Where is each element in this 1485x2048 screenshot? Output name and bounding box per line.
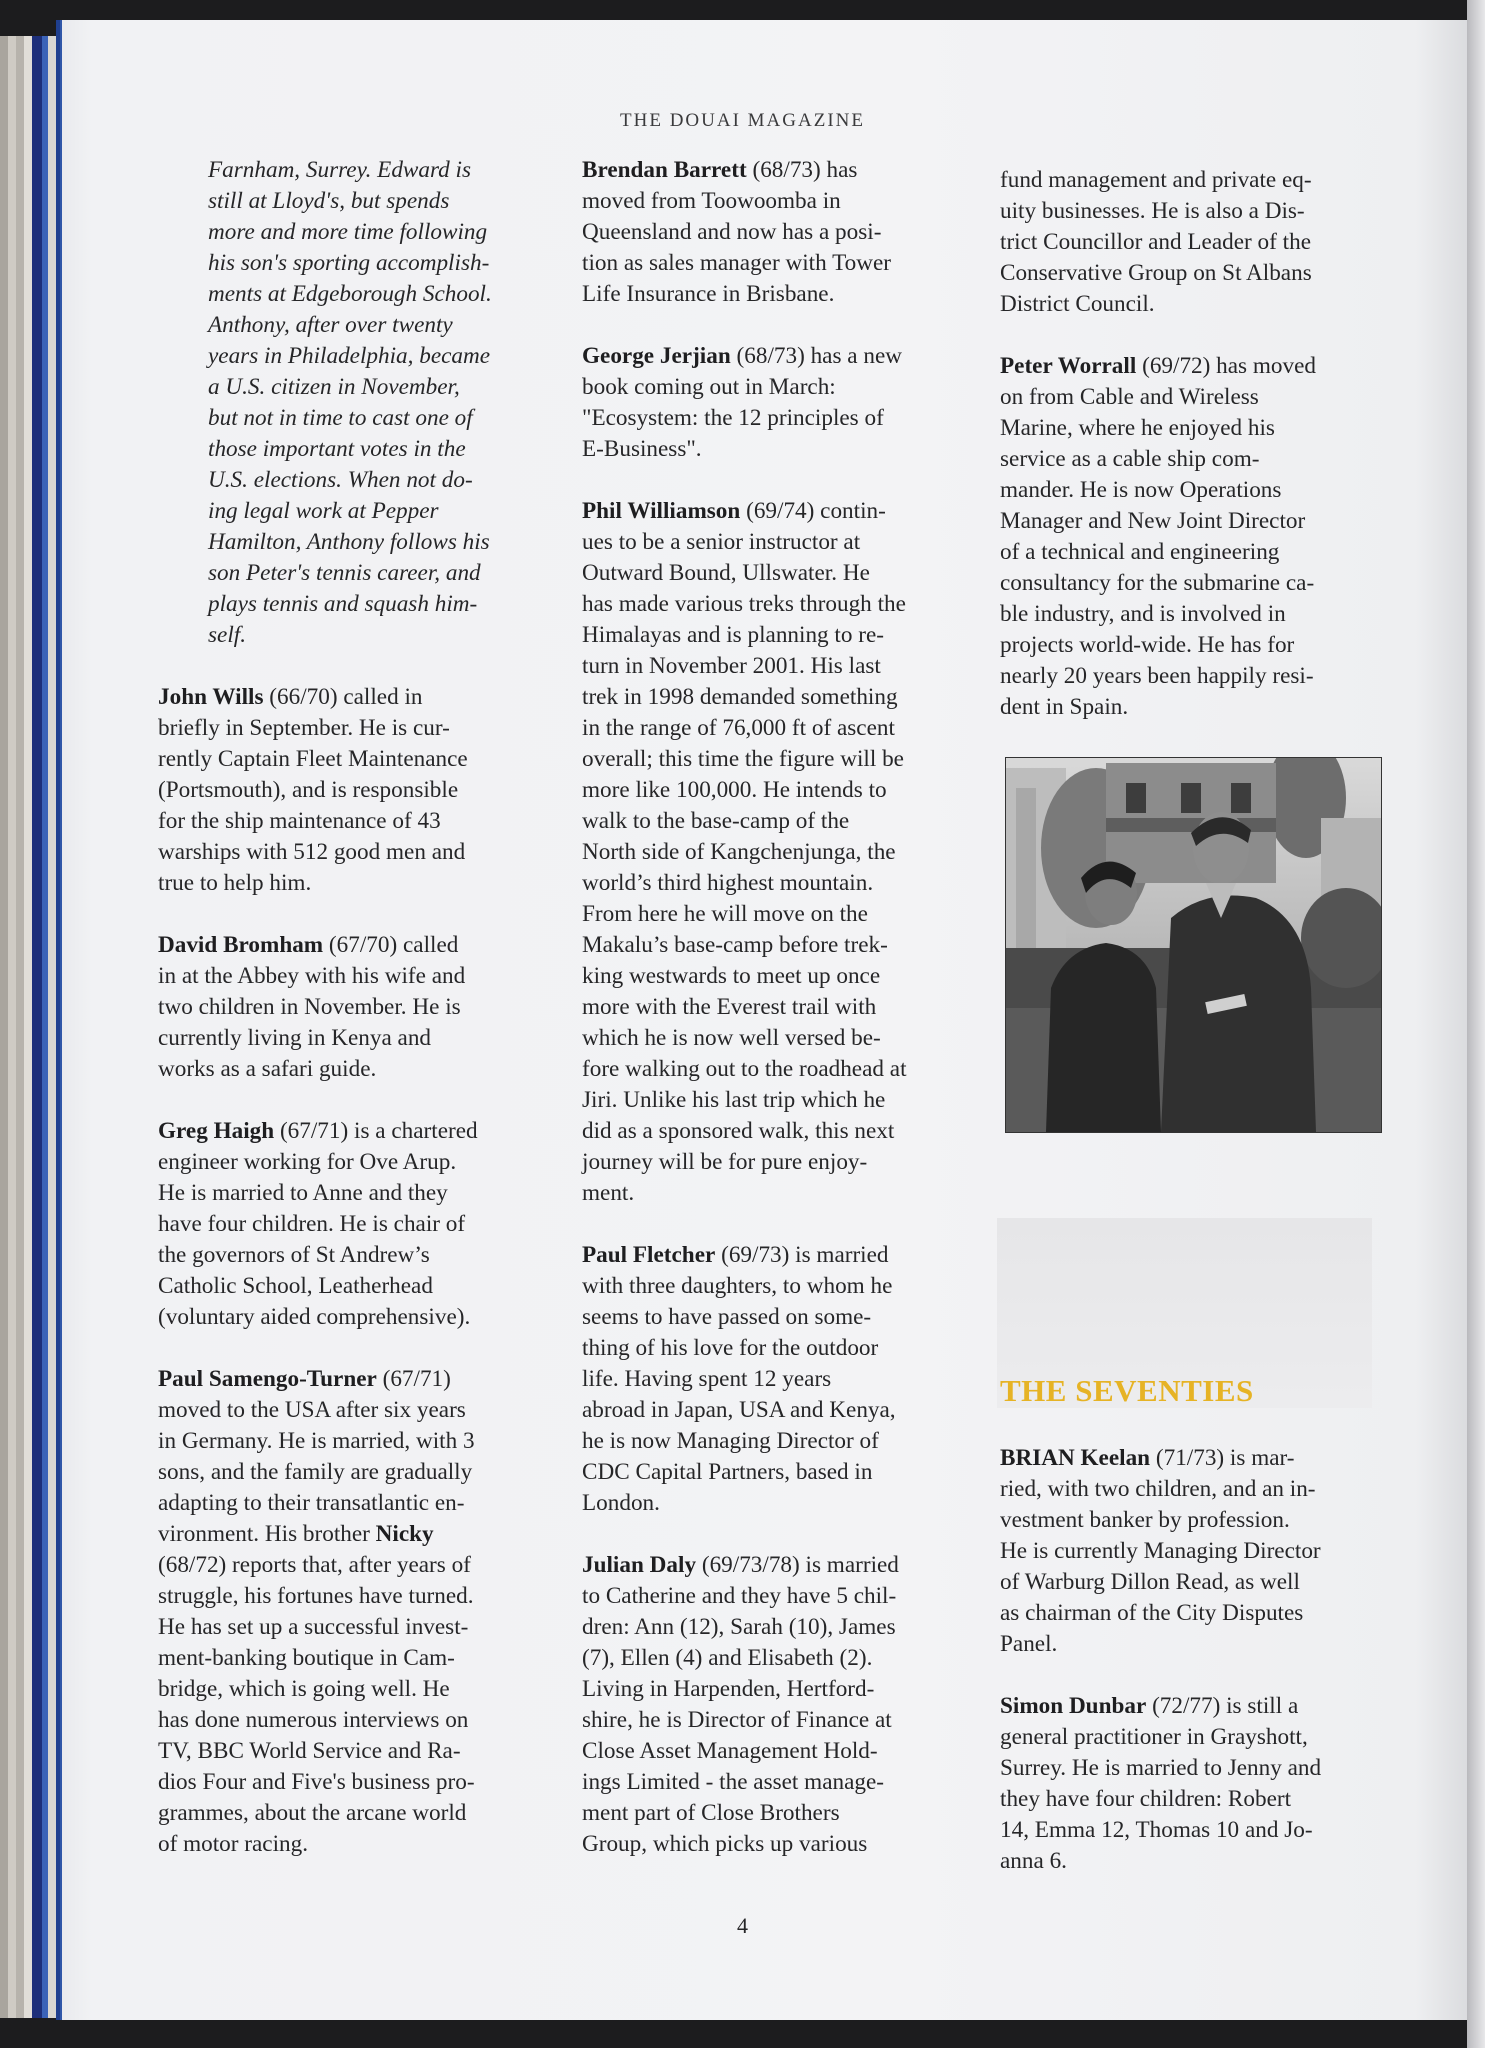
text-line: anna 6. <box>1000 1848 1067 1874</box>
text-line: for the ship maintenance of 43 <box>158 808 441 834</box>
text-line: ings Limited - the asset manage- <box>582 1769 884 1795</box>
column-1 <box>158 155 528 1891</box>
text-line: engineer working for Ove Arup. <box>158 1149 457 1175</box>
text-line: North side of Kangchenjunga, the <box>582 839 896 865</box>
page-number: 4 <box>737 1913 748 1938</box>
text-line: ment-banking boutique in Cam- <box>158 1645 455 1671</box>
text-line: rently Captain Fleet Maintenance <box>158 746 468 772</box>
text-line: of Warburg Dillon Read, as well <box>1000 1569 1300 1595</box>
text-line: Living in Harpenden, Hertford- <box>582 1676 875 1702</box>
text-line: has made various treks through the <box>582 591 906 617</box>
text-line: District Council. <box>1000 291 1155 317</box>
text-line: Brendan Barrett (68/73) has <box>582 157 858 183</box>
column-3 <box>1000 165 1395 754</box>
column-1-entries <box>158 682 528 1333</box>
text-line: 14, Emma 12, Thomas 10 and Jo- <box>1000 1817 1313 1843</box>
entry <box>1000 1443 1395 1660</box>
column-2 <box>582 155 967 1891</box>
text-line: "Ecosystem: the 12 principles of <box>582 405 884 431</box>
page-gutter <box>1467 0 1485 2048</box>
text-line: walk to the base-camp of the <box>582 808 850 834</box>
text-line: nearly 20 years been happily resi- <box>1000 663 1314 689</box>
text-line: He is currently Managing Director <box>1000 1538 1321 1564</box>
text-line: life. Having spent 12 years <box>582 1366 832 1392</box>
text-line: warships with 512 good men and <box>158 839 466 865</box>
text-line: mander. He is now Operations <box>1000 477 1282 503</box>
text-line: more and more time following <box>208 219 488 245</box>
entry-name: Simon Dunbar <box>1000 1693 1147 1719</box>
text-line: consultancy for the submarine ca- <box>1000 570 1315 596</box>
text-line: two children in November. He is <box>158 994 461 1020</box>
text-line: Close Asset Management Hold- <box>582 1738 878 1764</box>
text-line: He is married to Anne and they <box>158 1180 448 1206</box>
entry-name: John Wills <box>158 684 264 710</box>
text-line: Jiri. Unlike his last trip which he <box>582 1087 886 1113</box>
photo-image <box>1006 758 1381 1132</box>
text-line: true to help him. <box>158 870 312 896</box>
text-line: John Wills (66/70) called in <box>158 684 423 710</box>
text-line: Greg Haigh (67/71) is a chartered <box>158 1118 478 1144</box>
text-line: king westwards to meet up once <box>582 963 881 989</box>
text-line: Life Insurance in Brisbane. <box>582 281 835 307</box>
text-line: his son's sporting accomplish- <box>208 250 490 276</box>
text-line: fore walking out to the roadhead at <box>582 1056 907 1082</box>
text-line: dios Four and Five's business pro- <box>158 1769 475 1795</box>
text-line: ments at Edgeborough School. <box>208 281 492 307</box>
text-line: Himalayas and is planning to re- <box>582 622 885 648</box>
text-line: son Peter's tennis career, and <box>208 560 481 586</box>
text-line: ing legal work at Pepper <box>208 498 439 524</box>
entry-name: Brendan Barrett <box>582 157 747 183</box>
text-line: Peter Worrall (69/72) has moved <box>1000 353 1316 379</box>
column-3-entries <box>1000 351 1395 723</box>
text-line: Surrey. He is married to Jenny and <box>1000 1755 1322 1781</box>
text-line: a U.S. citizen in November, <box>208 374 460 400</box>
entry <box>1000 351 1395 723</box>
entry-text-b <box>158 1550 528 1860</box>
text-line: of a technical and engineering <box>1000 539 1280 565</box>
column-3-seventies <box>1000 1443 1395 1908</box>
text-line: years in Philadelphia, became <box>208 343 491 369</box>
text-line: more like 100,000. He intends to <box>582 777 887 803</box>
text-line: ble industry, and is involved in <box>1000 601 1286 627</box>
entry-name: BRIAN Keelan <box>1000 1445 1151 1471</box>
text-line: ment part of Close Brothers <box>582 1800 840 1826</box>
text-line: Makalu’s base-camp before trek- <box>582 932 888 958</box>
text-line: adapting to their transatlantic en- <box>158 1490 465 1516</box>
text-line: Farnham, Surrey. Edward is <box>208 157 472 183</box>
italic-continuation <box>158 155 528 651</box>
text-line: moved to the USA after six years <box>158 1397 466 1423</box>
entry <box>582 341 967 465</box>
text-line: which he is now well versed be- <box>582 1025 881 1051</box>
text-line: as chairman of the City Disputes <box>1000 1600 1304 1626</box>
text-line: dent in Spain. <box>1000 694 1129 720</box>
text-line: overall; this time the figure will be <box>582 746 904 772</box>
entry <box>158 682 528 899</box>
text-line: thing of his love for the outdoor <box>582 1335 879 1361</box>
text-line: journey will be for pure enjoy- <box>582 1149 868 1175</box>
text-line: London. <box>582 1490 660 1516</box>
text-line: ment. <box>582 1180 635 1206</box>
entry-name: Julian Daly <box>582 1552 697 1578</box>
text-line: struggle, his fortunes have turned. <box>158 1583 474 1609</box>
text-line: in Germany. He is married, with 3 <box>158 1428 475 1454</box>
text-line: still at Lloyd's, but spends <box>208 188 450 214</box>
text-line: grammes, about the arcane world <box>158 1800 467 1826</box>
entry-name: George Jerjian <box>582 343 731 369</box>
column-2-entries <box>582 155 967 1860</box>
entry <box>582 1550 967 1860</box>
entry <box>158 1116 528 1333</box>
text-line: George Jerjian (68/73) has a new <box>582 343 903 369</box>
text-line: did as a sponsored walk, this next <box>582 1118 895 1144</box>
entry <box>582 1240 967 1519</box>
text-line: Julian Daly (69/73/78) is married <box>582 1552 899 1578</box>
text-line: Simon Dunbar (72/77) is still a <box>1000 1693 1299 1719</box>
entry-samengo-turner: Paul Samengo-Turner (67/71) moved to the USA after six years in Germany. He is married, with 3 sons, and the family are gradually adapting to their transatlantic en- vironment. His brother Nicky (68/72) reports that, after years of struggle, his fortunes have turned. He has set up a successful invest- ment-banking boutique in Cam- bridge, which is going well. He has done numerous interviews on TV, BBC World Service and Ra- dios Four and Five's business pro- grammes, about the arcane world of motor racing. <box>158 1364 528 1860</box>
section-title: THE SEVENTIES <box>1000 1373 1254 1408</box>
text-line: BRIAN Keelan (71/73) is mar- <box>1000 1445 1295 1471</box>
text-line: briefly in September. He is cur- <box>158 715 450 741</box>
text-line: ried, with two children, and an in- <box>1000 1476 1316 1502</box>
text-line: uity businesses. He is also a Dis- <box>1000 198 1305 224</box>
text-line: but not in time to cast one of <box>208 405 473 431</box>
text-line: the governors of St Andrew’s <box>158 1242 430 1268</box>
entry-name: Peter Worrall <box>1000 353 1137 379</box>
entry-name: Paul Fletcher <box>582 1242 716 1268</box>
text-line: Anthony, after over twenty <box>208 312 453 338</box>
text-line: trict Councillor and Leader of the <box>1000 229 1311 255</box>
text-line: Hamilton, Anthony follows his <box>208 529 490 555</box>
text-line: trek in 1998 demanded something <box>582 684 898 710</box>
entry-name: Greg Haigh <box>158 1118 275 1144</box>
text-line: Outward Bound, Ullswater. He <box>582 560 870 586</box>
text-line: of motor racing. <box>158 1831 309 1857</box>
text-line: ues to be a senior instructor at <box>582 529 861 555</box>
text-line: on from Cable and Wireless <box>1000 384 1259 410</box>
text-line: CDC Capital Partners, based in <box>582 1459 873 1485</box>
continued-entry <box>1000 165 1395 320</box>
text-line: self. <box>208 622 246 648</box>
text-line: (7), Ellen (4) and Elisabeth (2). <box>582 1645 873 1671</box>
text-line: more with the Everest trail with <box>582 994 877 1020</box>
photo-two-men-courtyard <box>1005 757 1382 1133</box>
entry-name: Paul Samengo-Turner <box>158 1366 377 1392</box>
entry <box>582 155 967 310</box>
entry <box>582 496 967 1209</box>
text-line: He has set up a successful invest- <box>158 1614 469 1640</box>
text-line: Marine, where he enjoyed his <box>1000 415 1275 441</box>
text-line: E-Business". <box>582 436 702 462</box>
text-line: they have four children: Robert <box>1000 1786 1292 1812</box>
text-line: projects world-wide. He has for <box>1000 632 1295 658</box>
text-line: turn in November 2001. His last <box>582 653 881 679</box>
text-line: (68/72) reports that, after years of <box>158 1552 471 1578</box>
text-line: dren: Ann (12), Sarah (10), James <box>582 1614 896 1640</box>
text-line: Paul Fletcher (69/73) is married <box>582 1242 889 1268</box>
text-line: Catholic School, Leatherhead <box>158 1273 433 1299</box>
text-line: shire, he is Director of Finance at <box>582 1707 892 1733</box>
text-line: TV, BBC World Service and Ra- <box>158 1738 461 1764</box>
text-line: with three daughters, to whom he <box>582 1273 893 1299</box>
text-line: has done numerous interviews on <box>158 1707 469 1733</box>
text-line: David Bromham (67/70) called <box>158 932 459 958</box>
text-line: Conservative Group on St Albans <box>1000 260 1312 286</box>
entry <box>1000 1691 1395 1877</box>
text-line: have four children. He is chair of <box>158 1211 466 1237</box>
entry-text-a <box>158 1395 528 1519</box>
text-line: fund management and private eq- <box>1000 167 1312 193</box>
text-line: moved from Toowoomba in <box>582 188 841 214</box>
text-line: general practitioner in Grayshott, <box>1000 1724 1308 1750</box>
entry-name: David Bromham <box>158 932 324 958</box>
text-line: he is now Managing Director of <box>582 1428 879 1454</box>
text-line: world’s third highest mountain. <box>582 870 874 896</box>
text-line: sons, and the family are gradually <box>158 1459 473 1485</box>
seventies-entries <box>1000 1443 1395 1877</box>
magazine-header: THE DOUAI MAGAZINE <box>620 110 865 131</box>
text-line: Manager and New Joint Director <box>1000 508 1306 534</box>
text-line: service as a cable ship com- <box>1000 446 1260 472</box>
entry-name-nicky: Nicky <box>375 1521 434 1547</box>
text-line: works as a safari guide. <box>158 1056 377 1082</box>
text-line: currently living in Kenya and <box>158 1025 432 1051</box>
text-line: Queensland and now has a posi- <box>582 219 882 245</box>
text-line: vestment banker by profession. <box>1000 1507 1290 1533</box>
entry <box>158 930 528 1085</box>
text-line: (Portsmouth), and is responsible <box>158 777 459 803</box>
text-line: tion as sales manager with Tower <box>582 250 891 276</box>
text-line: in the range of 76,000 ft of ascent <box>582 715 895 741</box>
text-line: (voluntary aided comprehensive). <box>158 1304 471 1330</box>
text-line: in at the Abbey with his wife and <box>158 963 466 989</box>
text-line: Group, which picks up various <box>582 1831 868 1857</box>
text-line: to Catherine and they have 5 chil- <box>582 1583 897 1609</box>
text-line: Phil Williamson (69/74) contin- <box>582 498 886 524</box>
text-line: From here he will move on the <box>582 901 868 927</box>
text-line: bridge, which is going well. He <box>158 1676 450 1702</box>
text-line: book coming out in March: <box>582 374 836 400</box>
text-line: plays tennis and squash him- <box>208 591 478 617</box>
entry-name: Phil Williamson <box>582 498 741 524</box>
text-line: those important votes in the <box>208 436 466 462</box>
text-line: seems to have passed on some- <box>582 1304 872 1330</box>
text-line: Panel. <box>1000 1631 1058 1657</box>
text-line: U.S. elections. When not do- <box>208 467 473 493</box>
text-line: abroad in Japan, USA and Kenya, <box>582 1397 896 1423</box>
